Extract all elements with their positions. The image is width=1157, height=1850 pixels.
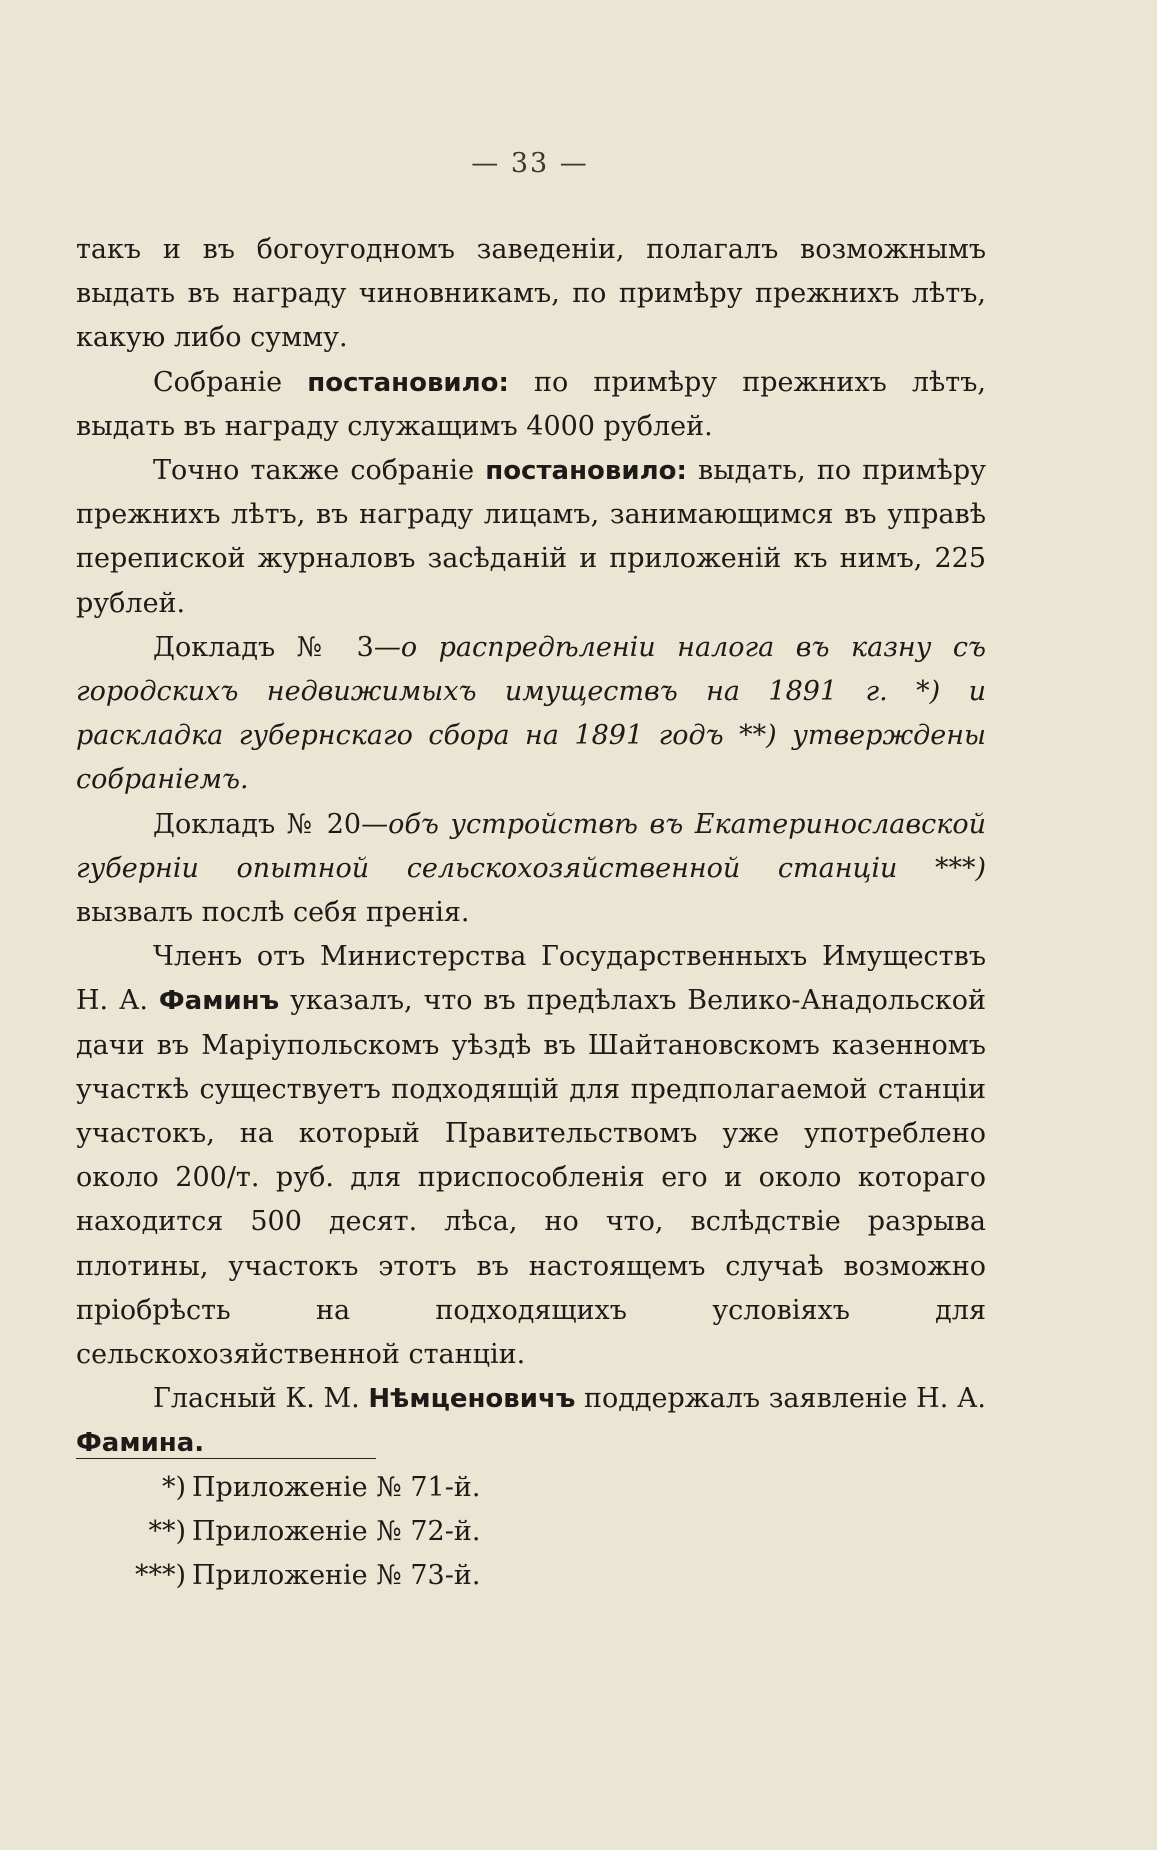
footnote-mark: **) (148, 1516, 186, 1547)
footnote-rule (76, 1458, 376, 1459)
footnote-text: Приложеніе № 73-й. (192, 1560, 481, 1591)
p3-text-a: Точно также собраніе (153, 455, 486, 487)
footnote-mark: *) (161, 1472, 186, 1503)
p7-text-c: поддержалъ заявленіе Н. А. (575, 1383, 986, 1415)
p6-name-famin: Фаминъ (158, 986, 280, 1017)
p3-text-c: выдать, по примѣру прежнихъ лѣтъ, въ награду лицамъ, занимающимся въ управѣ перепиской журналовъ засѣданій и приложеній къ нимъ, 225 рублей. (76, 455, 987, 619)
p3-decision-word: постановило: (485, 456, 687, 487)
footnotes (76, 1466, 576, 1598)
paragraph-5 (76, 803, 986, 936)
paragraph-6 (76, 935, 986, 1377)
footnote-text: Приложеніе № 71-й. (192, 1472, 481, 1503)
footnote-2 (76, 1510, 576, 1554)
paragraph-4 (76, 626, 986, 803)
p4-text-a: Докладъ № 3— (153, 631, 401, 663)
p7-name-famin: Фамина. (76, 1428, 205, 1459)
paragraph-3 (76, 449, 986, 626)
paragraph-2 (76, 361, 986, 449)
p7-name-nemtsenovich: Нѣмценовичъ (368, 1384, 576, 1415)
footnote-1 (76, 1466, 576, 1510)
main-text (76, 228, 986, 1466)
footnote-text: Приложеніе № 72-й. (192, 1516, 481, 1547)
p6-text-c: указалъ, что въ предѣлахъ Велико-Анадольской дачи въ Маріупольскомъ уѣздѣ въ Шайтановскомъ казенномъ участкѣ существуетъ подходящій для предполагаемой станціи участокъ, на который Правительствомъ уже употреблено около 200/т. руб. для приспособленія его и около котораго находится 500 десят. лѣса, но что, вслѣдствіе разрыва плотины, участокъ этотъ въ настоящемъ случаѣ возможно пріобрѣсть на подходящихъ условіяхъ для сельскохозяйственной станціи. (76, 985, 986, 1371)
footnote-mark: ***) (134, 1560, 186, 1591)
page-number: — 33 — (471, 148, 589, 179)
paragraph-1: такъ и въ богоугодномъ заведеніи, полагалъ возможнымъ выдать въ награду чиновникамъ, по примѣру прежнихъ лѣтъ, какую либо сумму. (76, 234, 986, 354)
footnote-3 (76, 1554, 576, 1598)
p5-text-a: Докладъ № 20— (153, 808, 389, 840)
p7-text-a: Гласный К. М. (153, 1383, 369, 1415)
p5-italic-text: объ устройствѣ въ Екатеринославской губерніи опытной сельскохозяйственной станціи ***) (76, 808, 986, 884)
p4-italic-text: о распредѣленіи налога въ казну съ городскихъ недвижимыхъ имуществъ на 1891 г. *) и раскладка губернскаго сбора на 1891 годъ **) утверждены собраніемъ. (76, 631, 987, 796)
p2-text-c: по примѣру прежнихъ лѣтъ, выдать въ награду служащимъ 4000 рублей. (76, 366, 986, 442)
paragraph-7 (76, 1377, 986, 1465)
p2-decision-word: постановило: (307, 367, 509, 398)
p2-text-a: Собраніе (153, 366, 308, 398)
p6-text-a: Членъ отъ Министерства Государственныхъ Имуществъ Н. А. (76, 941, 986, 1017)
p5-text-c: вызвалъ послѣ себя пренія. (76, 897, 470, 929)
